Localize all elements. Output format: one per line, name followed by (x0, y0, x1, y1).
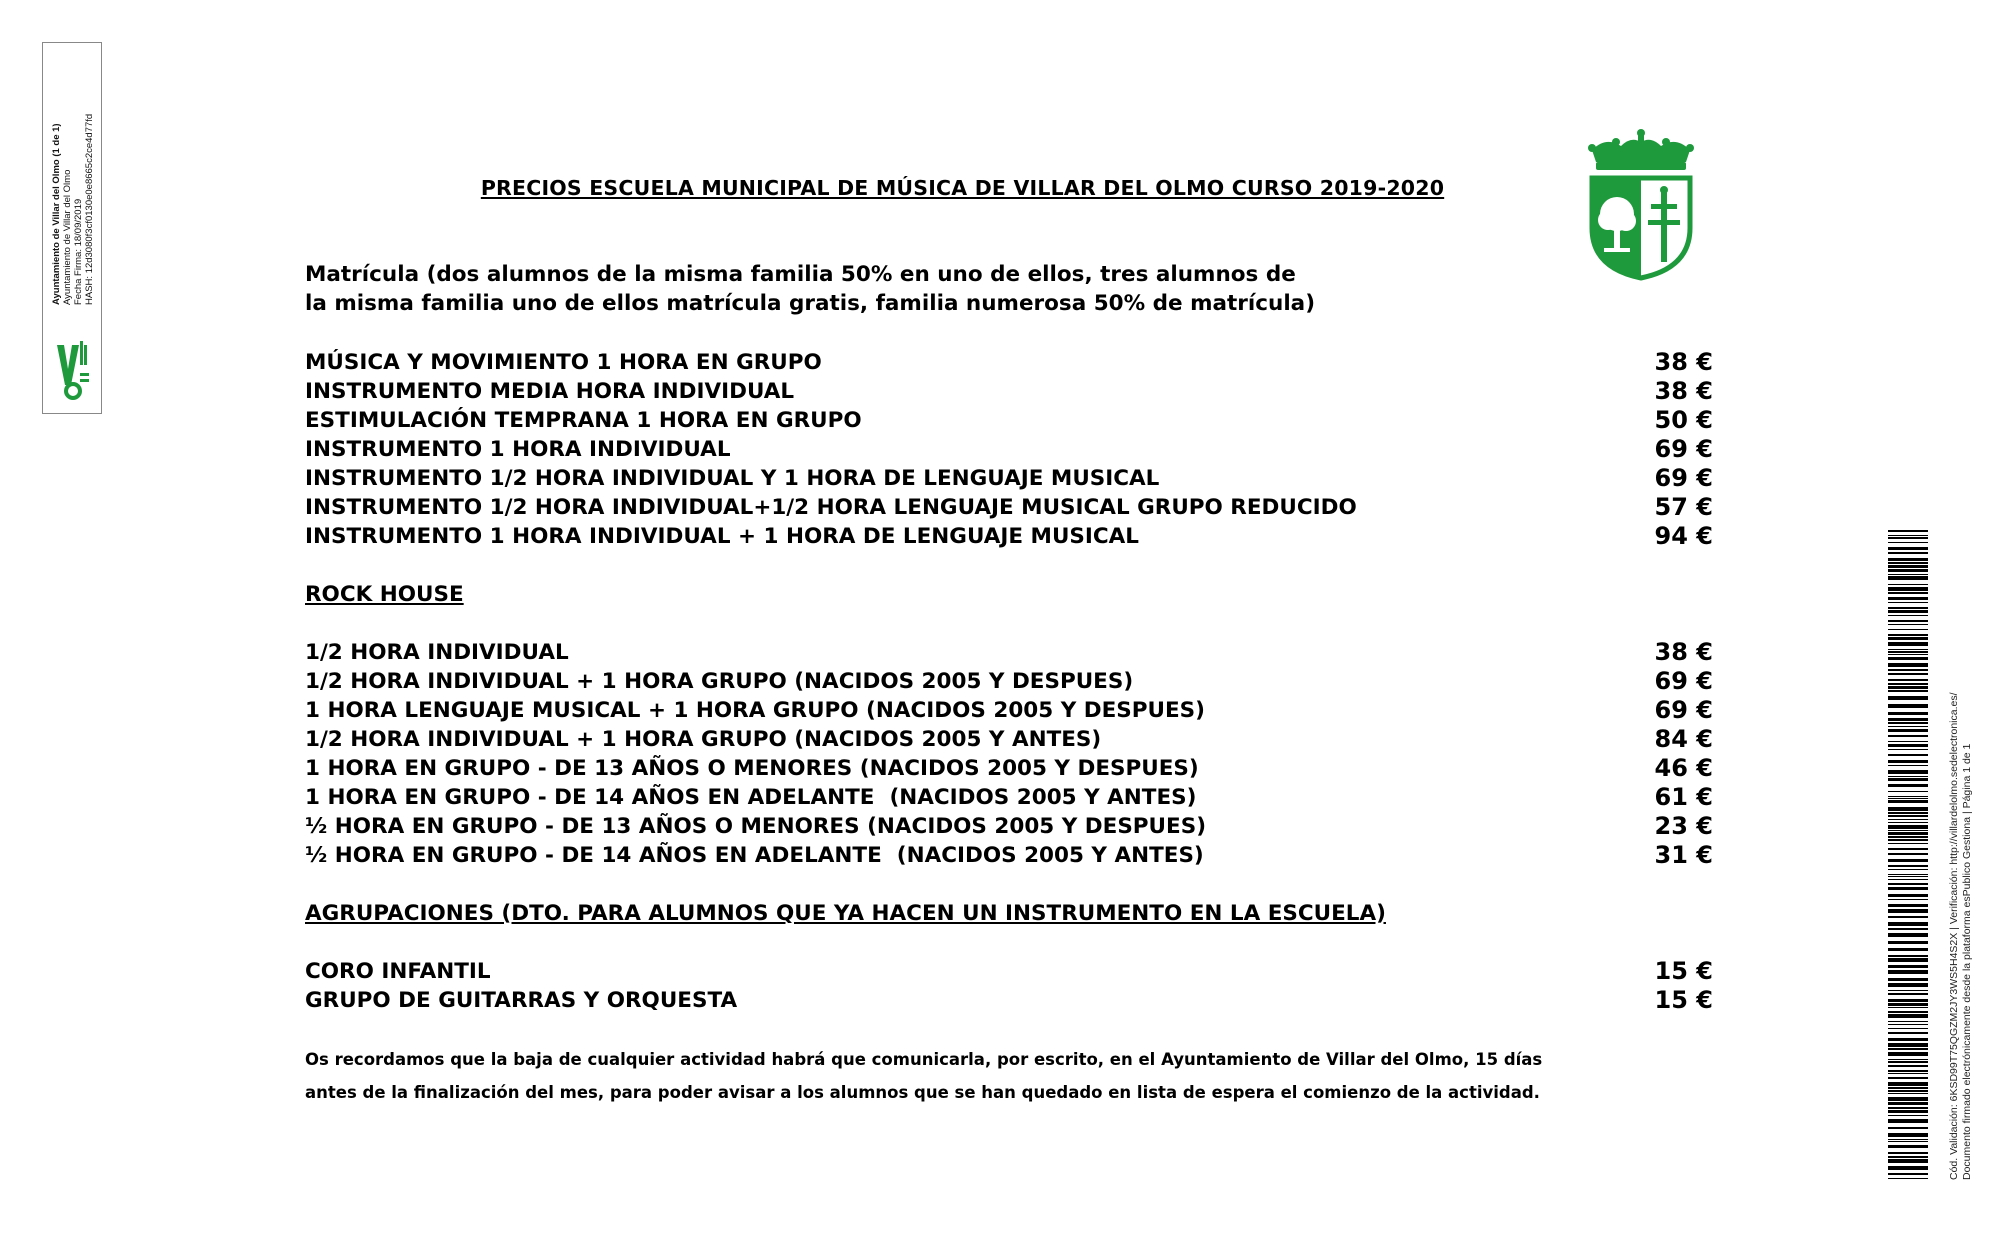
price-item-name: 1/2 HORA INDIVIDUAL + 1 HORA GRUPO (NACIDOS 2005 Y DESPUES) (305, 669, 1134, 694)
price-value: 69 € (1654, 435, 1713, 463)
footnote-line-1: Os recordamos que la baja de cualquier actividad habrá que comunicarla, por escrito, en el Ayuntamiento de Villar del Olmo, 15 días (305, 1050, 1543, 1069)
stamp-line-1: Ayuntamiento de Villar del Olmo (1 de 1) (51, 123, 62, 305)
price-row (305, 957, 1713, 986)
price-item-name: INSTRUMENTO 1/2 HORA INDIVIDUAL Y 1 HORA DE LENGUAJE MUSICAL (305, 466, 1160, 491)
verification-line-2: Documento firmado electrónicamente desde la plataforma esPublico Gestiona | Página 1 de 1 (1960, 743, 1973, 1180)
price-value: 94 € (1654, 522, 1713, 550)
price-item-name: 1/2 HORA INDIVIDUAL + 1 HORA GRUPO (NACIDOS 2005 Y ANTES) (305, 727, 1102, 752)
price-item-name: MÚSICA Y MOVIMIENTO 1 HORA EN GRUPO (305, 350, 822, 375)
verification-line-1: Cód. Validación: 6KSD99T75QGZM2JY3WS5H4S2X | Verificación: http://villardelolmo.sedelectronica.es/ (1948, 692, 1960, 1180)
agrupaciones-heading: AGRUPACIONES (DTO. PARA ALUMNOS QUE YA HACEN UN INSTRUMENTO EN LA ESCUELA) (305, 901, 1386, 926)
matricula-line-1: Matrícula (dos alumnos de la misma familia 50% en uno de ellos, tres alumnos de (305, 262, 1296, 287)
price-item-name: INSTRUMENTO 1 HORA INDIVIDUAL (305, 437, 731, 462)
document-title: PRECIOS ESCUELA MUNICIPAL DE MÚSICA DE VILLAR DEL OLMO CURSO 2019-2020 (480, 176, 1445, 200)
price-item-name: INSTRUMENTO 1/2 HORA INDIVIDUAL+1/2 HORA LENGUAJE MUSICAL GRUPO REDUCIDO (305, 495, 1357, 520)
price-value: 23 € (1654, 812, 1713, 840)
price-row (305, 812, 1713, 841)
price-value: 69 € (1654, 696, 1713, 724)
price-row (305, 522, 1713, 551)
stamp-line-2: Ayuntamiento de Villar del Olmo (62, 169, 73, 305)
price-item-name: 1 HORA EN GRUPO - DE 14 AÑOS EN ADELANTE (NACIDOS 2005 Y ANTES) (305, 785, 1197, 810)
stamp-line-3: Fecha Firma: 18/09/2019 (73, 198, 84, 305)
footnote-line-2: antes de la finalización del mes, para poder avisar a los alumnos que se han quedado en lista de espera el comienzo de la actividad. (305, 1083, 1540, 1102)
price-value: 69 € (1654, 667, 1713, 695)
price-row (305, 348, 1713, 377)
price-value: 61 € (1654, 783, 1713, 811)
price-row (305, 696, 1713, 725)
price-value: 46 € (1654, 754, 1713, 782)
price-row (305, 667, 1713, 696)
price-value: 38 € (1654, 377, 1713, 405)
price-row (305, 725, 1713, 754)
price-item-name: CORO INFANTIL (305, 959, 491, 984)
price-row (305, 638, 1713, 667)
price-value: 38 € (1654, 638, 1713, 666)
price-value: 38 € (1654, 348, 1713, 376)
price-item-name: ½ HORA EN GRUPO - DE 14 AÑOS EN ADELANTE (NACIDOS 2005 Y ANTES) (305, 843, 1204, 868)
matricula-line-2: la misma familia uno de ellos matrícula gratis, familia numerosa 50% de matrícula) (305, 291, 1316, 316)
price-item-name: ESTIMULACIÓN TEMPRANA 1 HORA EN GRUPO (305, 408, 862, 433)
price-row (305, 783, 1713, 812)
price-item-name: INSTRUMENTO 1 HORA INDIVIDUAL + 1 HORA DE LENGUAJE MUSICAL (305, 524, 1140, 549)
price-value: 31 € (1654, 841, 1713, 869)
price-item-name: INSTRUMENTO MEDIA HORA INDIVIDUAL (305, 379, 795, 404)
barcode-icon (1888, 530, 1928, 1180)
price-item-name: ½ HORA EN GRUPO - DE 13 AÑOS O MENORES (NACIDOS 2005 Y DESPUES) (305, 814, 1207, 839)
price-value: 50 € (1654, 406, 1713, 434)
rock-house-heading: ROCK HOUSE (305, 582, 464, 607)
matricula-note (305, 260, 1315, 318)
price-value: 69 € (1654, 464, 1713, 492)
price-value: 15 € (1654, 957, 1713, 985)
price-row (305, 406, 1713, 435)
price-value: 15 € (1654, 986, 1713, 1014)
price-value: 84 € (1654, 725, 1713, 753)
price-item-name: 1 HORA LENGUAJE MUSICAL + 1 HORA GRUPO (NACIDOS 2005 Y DESPUES) (305, 698, 1205, 723)
price-row (305, 841, 1713, 870)
price-value: 57 € (1654, 493, 1713, 521)
villar-del-olmo-logo-icon (53, 335, 93, 405)
price-row (305, 464, 1713, 493)
price-item-name: GRUPO DE GUITARRAS Y ORQUESTA (305, 988, 738, 1013)
verification-text (1948, 595, 1984, 1180)
price-row (305, 493, 1713, 522)
signature-stamp (42, 42, 102, 414)
price-row (305, 986, 1713, 1015)
price-row (305, 377, 1713, 406)
stamp-line-4: HASH: 12d3080f3cf0130e0e8665c2ce4d77fd (84, 113, 95, 305)
footnote (305, 1043, 1705, 1109)
price-item-name: 1/2 HORA INDIVIDUAL (305, 640, 569, 665)
coat-of-arms-icon (1586, 128, 1696, 283)
price-item-name: 1 HORA EN GRUPO - DE 13 AÑOS O MENORES (NACIDOS 2005 Y DESPUES) (305, 756, 1199, 781)
price-row (305, 435, 1713, 464)
price-row (305, 754, 1713, 783)
